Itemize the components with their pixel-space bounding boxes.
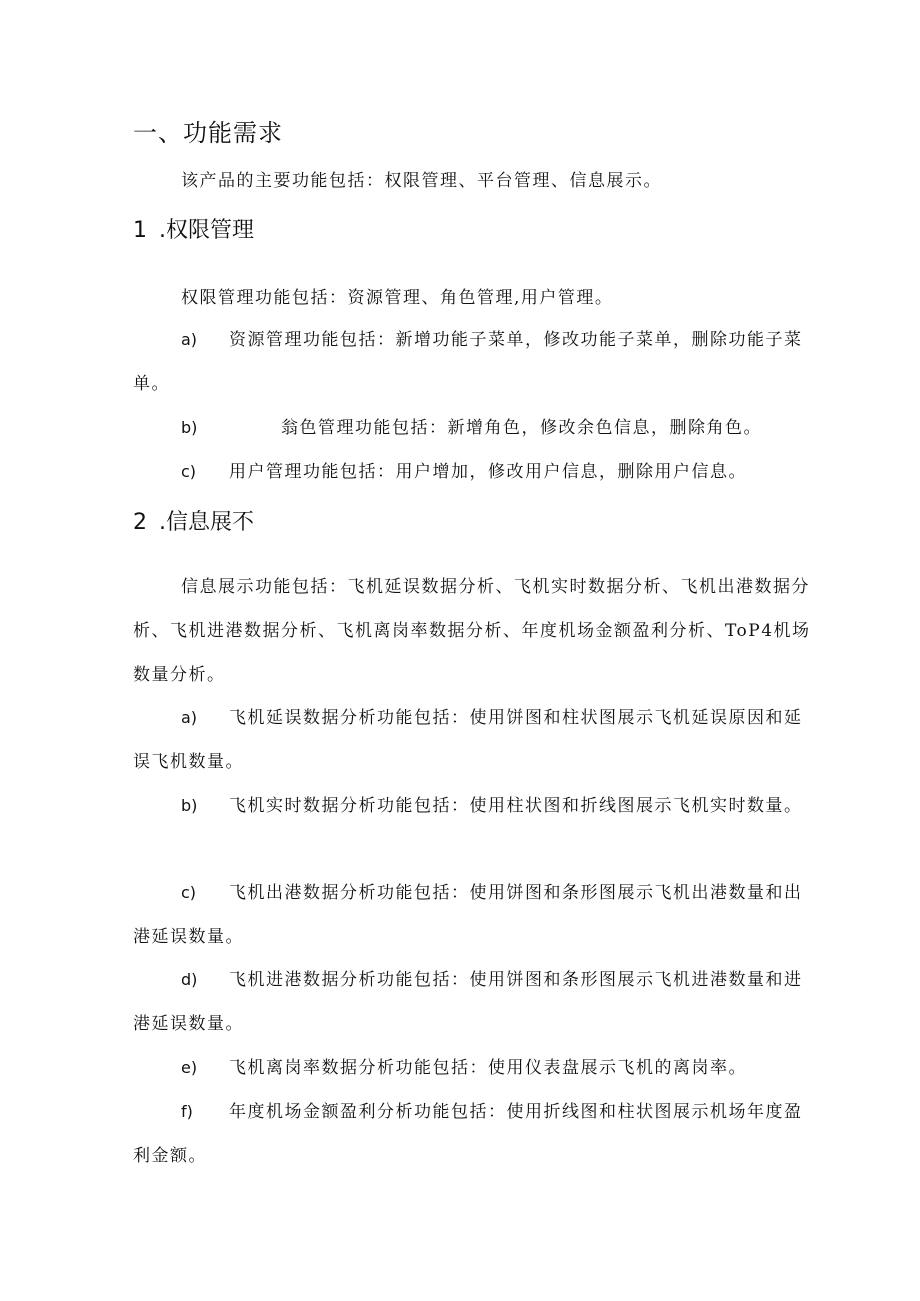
info-item-d	[133, 958, 813, 1046]
list-label: c)	[181, 883, 197, 902]
info-heading	[133, 507, 254, 539]
info-item-e	[133, 1046, 813, 1090]
permission-heading-number: 1	[133, 218, 147, 243]
info-heading-title: .信息展不	[159, 510, 254, 535]
list-item-text: 用户管理功能包括：用户增加，修改用户信息，删除用户信息。	[229, 462, 747, 482]
list-item-text: 飞机出港数据分析功能包括：使用饼图和条形图展示飞机出港数量和出港延误数量。	[133, 883, 803, 947]
permission-heading-title: .权限管理	[159, 218, 254, 243]
list-label: c)	[181, 462, 197, 481]
list-item-text: 翁色管理功能包括：新增角色，修改余色信息，删除角色。	[281, 418, 762, 438]
list-label: f)	[181, 1102, 193, 1121]
list-label: b)	[181, 418, 198, 437]
list-label: d)	[181, 970, 198, 989]
info-item-b	[133, 784, 813, 828]
list-item-text: 年度机场金额盈利分析功能包括：使用折线图和柱状图展示机场年度盈利金额。	[133, 1102, 803, 1166]
permission-intro: 权限管理功能包括：资源管理、角色管理,用户管理。	[181, 288, 614, 308]
info-heading-number: 2	[133, 510, 147, 535]
info-intro: 信息展示功能包括：飞机延误数据分析、飞机实时数据分析、飞机出港数据分析、飞机进港数据分析、飞机离岗率数据分析、年度机场金额盈利分析、ToP4机场数量分析。	[133, 577, 811, 685]
list-item-text: 飞机实时数据分析功能包括：使用柱状图和折线图展示飞机实时数量。	[229, 796, 803, 816]
section-title: 一、功能需求	[133, 119, 283, 147]
list-label: b)	[181, 796, 198, 815]
permission-item-a	[133, 318, 813, 406]
list-label: a)	[181, 708, 198, 727]
info-item-f	[133, 1090, 813, 1178]
list-item-text: 飞机延误数据分析功能包括：使用饼图和柱状图展示飞机延误原因和延误飞机数量。	[133, 708, 803, 772]
info-item-a	[133, 696, 813, 784]
list-label: a)	[181, 330, 198, 349]
permission-item-c	[133, 450, 813, 494]
info-item-c	[133, 871, 813, 959]
section-intro: 该产品的主要功能包括：权限管理、平台管理、信息展示。	[181, 171, 662, 191]
permission-heading	[133, 215, 254, 247]
list-item-text: 飞机进港数据分析功能包括：使用饼图和条形图展示飞机进港数量和进港延误数量。	[133, 970, 803, 1034]
list-label: e)	[181, 1058, 198, 1077]
list-item-text: 飞机离岗率数据分析功能包括：使用仪表盘展示飞机的离岗率。	[229, 1058, 747, 1078]
permission-item-b	[133, 406, 813, 450]
list-item-text: 资源管理功能包括：新增功能子菜单，修改功能子菜单，删除功能子菜单。	[133, 330, 803, 394]
